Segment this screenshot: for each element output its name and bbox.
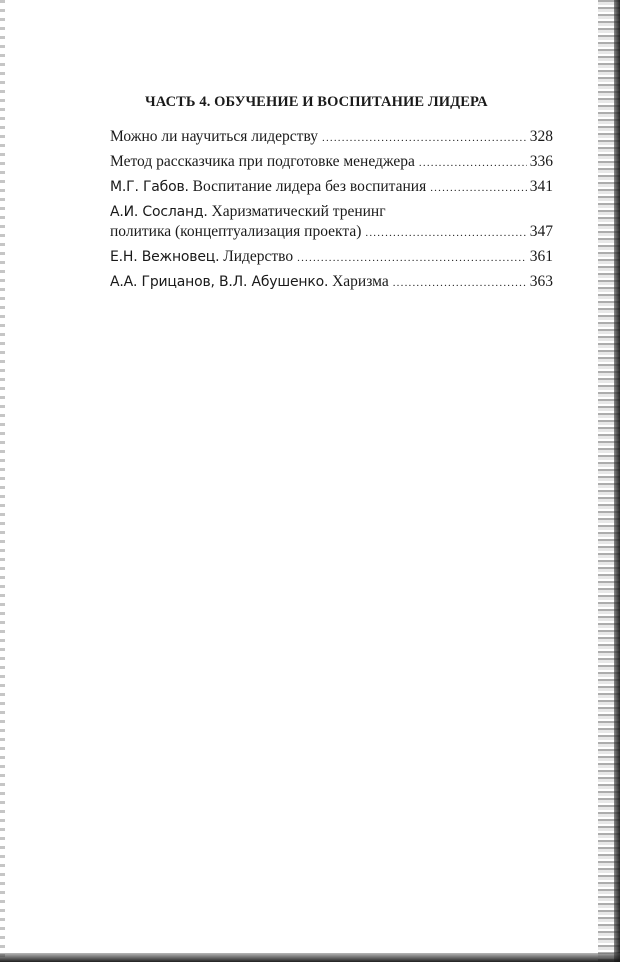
toc-entry-page: 336 xyxy=(529,153,553,170)
scan-edge-bottom xyxy=(0,953,620,962)
toc-entry[interactable] xyxy=(110,202,553,243)
toc-entry-title-line1: Харизматический тренинг xyxy=(211,203,386,220)
toc-entry-title-group xyxy=(110,177,426,197)
toc-line xyxy=(110,177,553,198)
table-of-contents xyxy=(110,127,553,297)
toc-line xyxy=(110,127,553,148)
toc-entry-title-group xyxy=(110,272,389,292)
toc-entry-authors: М.Г. Габов. xyxy=(110,179,189,195)
toc-entry-page: 361 xyxy=(529,248,553,265)
toc-entry-page: 347 xyxy=(529,223,553,240)
toc-entry-title: политика (концептуализация проекта) xyxy=(110,223,362,240)
toc-line xyxy=(110,202,553,222)
dot-leader xyxy=(365,223,526,243)
toc-entry-title: Метод рассказчика при подготовке менеджера xyxy=(110,153,415,170)
toc-entry-title: Лидерство xyxy=(223,248,294,265)
toc-line xyxy=(110,272,553,293)
toc-entry-title: Харизма xyxy=(332,273,389,290)
toc-entry[interactable] xyxy=(110,247,553,268)
scan-edge-left xyxy=(0,0,5,962)
toc-entry[interactable] xyxy=(110,152,553,173)
dot-leader xyxy=(322,128,527,148)
toc-entry[interactable] xyxy=(110,177,553,198)
toc-entry-title: Можно ли научиться лидерству xyxy=(110,128,318,145)
toc-line xyxy=(110,247,553,268)
toc-entry-page: 341 xyxy=(529,178,553,195)
toc-entry-authors: А.А. Грицанов, В.Л. Абушенко. xyxy=(110,274,329,290)
toc-entry-authors: А.И. Сосланд. xyxy=(110,204,208,220)
scan-edge-right-shadow xyxy=(614,0,620,962)
dot-leader xyxy=(419,153,527,173)
toc-entry[interactable] xyxy=(110,272,553,293)
dot-leader xyxy=(430,178,527,198)
dot-leader xyxy=(393,273,527,293)
toc-entry-title-group xyxy=(110,247,293,267)
dot-leader xyxy=(297,248,527,268)
toc-entry-authors: Е.Н. Вежновец. xyxy=(110,249,220,265)
toc-line xyxy=(110,222,553,243)
toc-line xyxy=(110,152,553,173)
toc-entry-title: Воспитание лидера без воспитания xyxy=(192,178,427,195)
part-heading: ЧАСТЬ 4. ОБУЧЕНИЕ И ВОСПИТАНИЕ ЛИДЕРА xyxy=(145,94,488,110)
toc-entry-page: 363 xyxy=(529,273,553,290)
toc-entry[interactable] xyxy=(110,127,553,148)
toc-entry-page: 328 xyxy=(529,128,553,145)
